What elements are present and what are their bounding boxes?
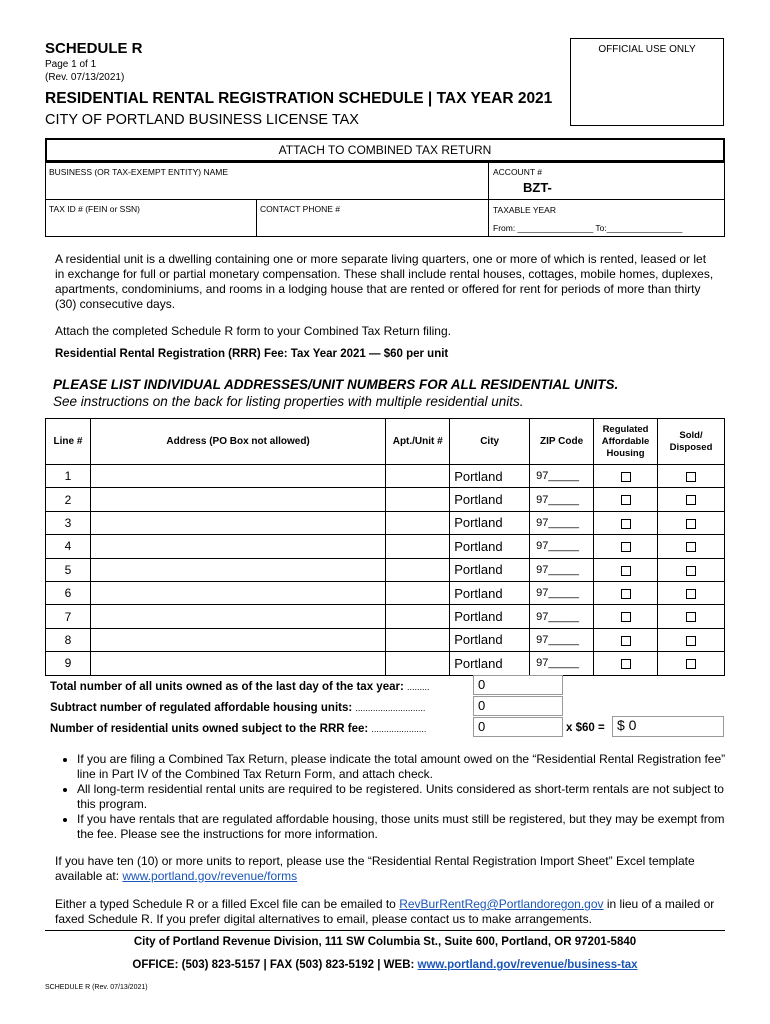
fee-total-input[interactable]: $ 0: [612, 716, 724, 737]
sold-cell: [658, 628, 725, 651]
regulated-checkbox[interactable]: [621, 472, 631, 482]
regulated-checkbox[interactable]: [621, 495, 631, 505]
ten-units-note: [55, 854, 715, 884]
line-number: 3: [46, 511, 91, 534]
attach-note: Attach the completed Schedule R form to your Combined Tax Return filing.: [55, 324, 451, 338]
taxable-year-range: From: ________________ To:________________: [493, 223, 683, 233]
line-number: 6: [46, 581, 91, 604]
table-row: [46, 605, 725, 628]
list-heading: PLEASE LIST INDIVIDUAL ADDRESSES/UNIT NUMBERS FOR ALL RESIDENTIAL UNITS.: [53, 377, 619, 392]
apt-cell[interactable]: [386, 535, 450, 558]
apt-cell[interactable]: [386, 511, 450, 534]
footer-contact: [45, 959, 725, 971]
regulated-checkbox[interactable]: [621, 519, 631, 529]
zip-cell[interactable]: 97_____: [530, 581, 594, 604]
sold-cell: [658, 652, 725, 675]
regulated-checkbox[interactable]: [621, 566, 631, 576]
header-line: Line #: [46, 419, 91, 465]
city-cell[interactable]: Portland: [450, 511, 530, 534]
apt-cell[interactable]: [386, 652, 450, 675]
bullet-long-term: • All long-term residential rental units are required to be registered. Units considered as short-term rentals are not subject to this program.: [77, 782, 737, 812]
line-number: 9: [46, 652, 91, 675]
official-use-box: [570, 38, 724, 126]
fee-multiplier: x $60 =: [566, 722, 605, 734]
apt-cell[interactable]: [386, 465, 450, 488]
sold-checkbox[interactable]: [686, 519, 696, 529]
table-row: [46, 558, 725, 581]
taxable-year-field[interactable]: [488, 199, 725, 237]
units-table: [45, 418, 725, 676]
sold-checkbox[interactable]: [686, 495, 696, 505]
sold-checkbox[interactable]: [686, 612, 696, 622]
bullet-affordable: • If you have rentals that are regulated affordable housing, those units must still be registered, but they may be exempt from the fee. Please see the instructions for more information.: [77, 812, 737, 842]
regulated-cell: [594, 605, 658, 628]
sold-checkbox[interactable]: [686, 659, 696, 669]
address-cell[interactable]: [90, 581, 385, 604]
city-cell[interactable]: Portland: [450, 488, 530, 511]
taxable-year-label: TAXABLE YEAR: [493, 205, 556, 215]
schedule-title: SCHEDULE R: [45, 40, 143, 57]
table-row: [46, 465, 725, 488]
subject-label: [50, 723, 426, 735]
subject-input[interactable]: 0: [473, 717, 563, 737]
regulated-cell: [594, 535, 658, 558]
business-tax-link[interactable]: www.portland.gov/revenue/business-tax: [417, 959, 638, 971]
address-cell[interactable]: [90, 488, 385, 511]
email-note-before: Either a typed Schedule R or a filled Excel file can be emailed to: [55, 897, 400, 911]
header-regulated: Regulated Affordable Housing: [594, 419, 658, 465]
line-number: 4: [46, 535, 91, 558]
city-cell[interactable]: Portland: [450, 581, 530, 604]
city-cell[interactable]: Portland: [450, 605, 530, 628]
sold-checkbox[interactable]: [686, 589, 696, 599]
apt-cell[interactable]: [386, 488, 450, 511]
city-cell[interactable]: Portland: [450, 652, 530, 675]
subject-dots: ......................: [371, 724, 427, 734]
zip-cell[interactable]: 97_____: [530, 558, 594, 581]
regulated-checkbox[interactable]: [621, 659, 631, 669]
attach-label: ATTACH TO COMBINED TAX RETURN: [278, 143, 492, 157]
subject-text: Number of residential units owned subject to the RRR fee:: [50, 723, 369, 735]
subtract-text: Subtract number of regulated affordable housing units:: [50, 702, 353, 714]
regulated-cell: [594, 488, 658, 511]
sold-cell: [658, 465, 725, 488]
address-cell[interactable]: [90, 511, 385, 534]
table-row: [46, 628, 725, 651]
footer-form-id: SCHEDULE R (Rev. 07/13/2021): [45, 984, 148, 991]
table-header-row: [46, 419, 725, 465]
address-cell[interactable]: [90, 535, 385, 558]
zip-cell[interactable]: 97_____: [530, 535, 594, 558]
form-subtitle: CITY OF PORTLAND BUSINESS LICENSE TAX: [45, 112, 359, 128]
zip-cell[interactable]: 97_____: [530, 652, 594, 675]
zip-cell[interactable]: 97_____: [530, 465, 594, 488]
page-number: Page 1 of 1: [45, 59, 97, 70]
line-number: 2: [46, 488, 91, 511]
residential-unit-definition: A residential unit is a dwelling containing one or more separate living quarters, one or more of which is rented, leased or let in exchange for full or partial monetary compensation. These shall include rental houses, cottages, mobile homes, duplexes, apartments, condominiums, and rooms in a lodging house that are rented or offered for rent for periods of more than thirty (30) consecutive days.: [55, 252, 714, 311]
line-number: 7: [46, 605, 91, 628]
table-row: [46, 535, 725, 558]
email-note: [55, 897, 720, 927]
regulated-cell: [594, 652, 658, 675]
sold-cell: [658, 535, 725, 558]
revision-date: (Rev. 07/13/2021): [45, 72, 125, 83]
header-apt: Apt./Unit #: [386, 419, 450, 465]
subtract-label: [50, 702, 425, 714]
regulated-cell: [594, 511, 658, 534]
sold-checkbox[interactable]: [686, 636, 696, 646]
email-link[interactable]: RevBurRentReg@Portlandoregon.gov: [399, 897, 604, 911]
line-number: 5: [46, 558, 91, 581]
table-row: [46, 581, 725, 604]
city-cell[interactable]: Portland: [450, 465, 530, 488]
apt-cell[interactable]: [386, 581, 450, 604]
list-subheading: See instructions on the back for listing properties with multiple residential units.: [53, 394, 524, 409]
footer-contact-text: OFFICE: (503) 823-5157 | FAX (503) 823-5192 | WEB:: [132, 959, 418, 971]
apt-cell[interactable]: [386, 628, 450, 651]
header-city: City: [450, 419, 530, 465]
business-name-field[interactable]: [45, 162, 489, 200]
address-cell[interactable]: [90, 652, 385, 675]
header-zip: ZIP Code: [530, 419, 594, 465]
address-cell[interactable]: [90, 558, 385, 581]
regulated-cell: [594, 558, 658, 581]
sold-cell: [658, 581, 725, 604]
subtract-input[interactable]: 0: [473, 696, 563, 716]
header-sold: Sold/ Disposed: [658, 419, 725, 465]
forms-link[interactable]: www.portland.gov/revenue/forms: [122, 869, 298, 883]
regulated-checkbox[interactable]: [621, 636, 631, 646]
address-cell[interactable]: [90, 465, 385, 488]
sold-checkbox[interactable]: [686, 566, 696, 576]
account-field[interactable]: [488, 162, 725, 200]
tax-id-label: TAX ID # (FEIN or SSN): [49, 204, 140, 214]
account-prefix: BZT-: [523, 180, 552, 195]
regulated-cell: [594, 465, 658, 488]
footer-address: City of Portland Revenue Division, 111 SW Columbia St., Suite 600, Portland, OR 97201-5840: [133, 936, 637, 948]
business-name-label: BUSINESS (OR TAX-EXEMPT ENTITY) NAME: [49, 167, 228, 177]
zip-cell[interactable]: 97_____: [530, 605, 594, 628]
table-row: [46, 511, 725, 534]
rrr-fee-note: Residential Rental Registration (RRR) Fee: Tax Year 2021 — $60 per unit: [55, 348, 449, 360]
sold-cell: [658, 558, 725, 581]
bullet-combined-return: • If you are filing a Combined Tax Return, please indicate the total amount owed on the “Residential Rental Registration fee” line in Part IV of the Combined Tax Return Form, and attach check.: [77, 752, 737, 782]
sold-cell: [658, 511, 725, 534]
total-units-text: Total number of all units owned as of the last day of the tax year:: [50, 681, 404, 693]
city-cell[interactable]: Portland: [450, 628, 530, 651]
header-address: Address (PO Box not allowed): [90, 419, 385, 465]
address-cell[interactable]: [90, 628, 385, 651]
total-units-dots: .........: [407, 682, 430, 692]
subtract-dots: ............................: [355, 703, 426, 713]
zip-cell[interactable]: 97_____: [530, 488, 594, 511]
line-number: 8: [46, 628, 91, 651]
regulated-checkbox[interactable]: [621, 612, 631, 622]
regulated-checkbox[interactable]: [621, 589, 631, 599]
contact-phone-label: CONTACT PHONE #: [260, 204, 340, 214]
regulated-cell: [594, 581, 658, 604]
zip-cell[interactable]: 97_____: [530, 628, 594, 651]
total-units-input[interactable]: 0: [473, 675, 563, 695]
apt-cell[interactable]: [386, 558, 450, 581]
attach-banner: [45, 138, 725, 162]
zip-cell[interactable]: 97_____: [530, 511, 594, 534]
table-row: [46, 488, 725, 511]
tax-id-field[interactable]: [45, 199, 257, 237]
account-label: ACCOUNT #: [493, 167, 542, 177]
sold-cell: [658, 605, 725, 628]
table-row: [46, 652, 725, 675]
address-cell[interactable]: [90, 605, 385, 628]
instruction-bullets: [55, 752, 737, 842]
ten-units-text: If you have ten (10) or more units to report, please use the “Residential Rental Registration Import Sheet” Excel template available at:: [55, 854, 695, 883]
total-units-label: [50, 681, 430, 693]
sold-checkbox[interactable]: [686, 472, 696, 482]
apt-cell[interactable]: [386, 605, 450, 628]
city-cell[interactable]: Portland: [450, 535, 530, 558]
form-title: RESIDENTIAL RENTAL REGISTRATION SCHEDULE | TAX YEAR 2021: [45, 90, 553, 107]
footer-divider: [45, 930, 725, 931]
regulated-cell: [594, 628, 658, 651]
official-use-label: OFFICIAL USE ONLY: [598, 44, 696, 55]
line-number: 1: [46, 465, 91, 488]
email-note-after: in lieu of a mailed or faxed Schedule R. If you prefer digital alternatives to email, please contact us to make arrangements.: [55, 897, 715, 926]
regulated-checkbox[interactable]: [621, 542, 631, 552]
sold-cell: [658, 488, 725, 511]
contact-phone-field[interactable]: [256, 199, 489, 237]
city-cell[interactable]: Portland: [450, 558, 530, 581]
sold-checkbox[interactable]: [686, 542, 696, 552]
